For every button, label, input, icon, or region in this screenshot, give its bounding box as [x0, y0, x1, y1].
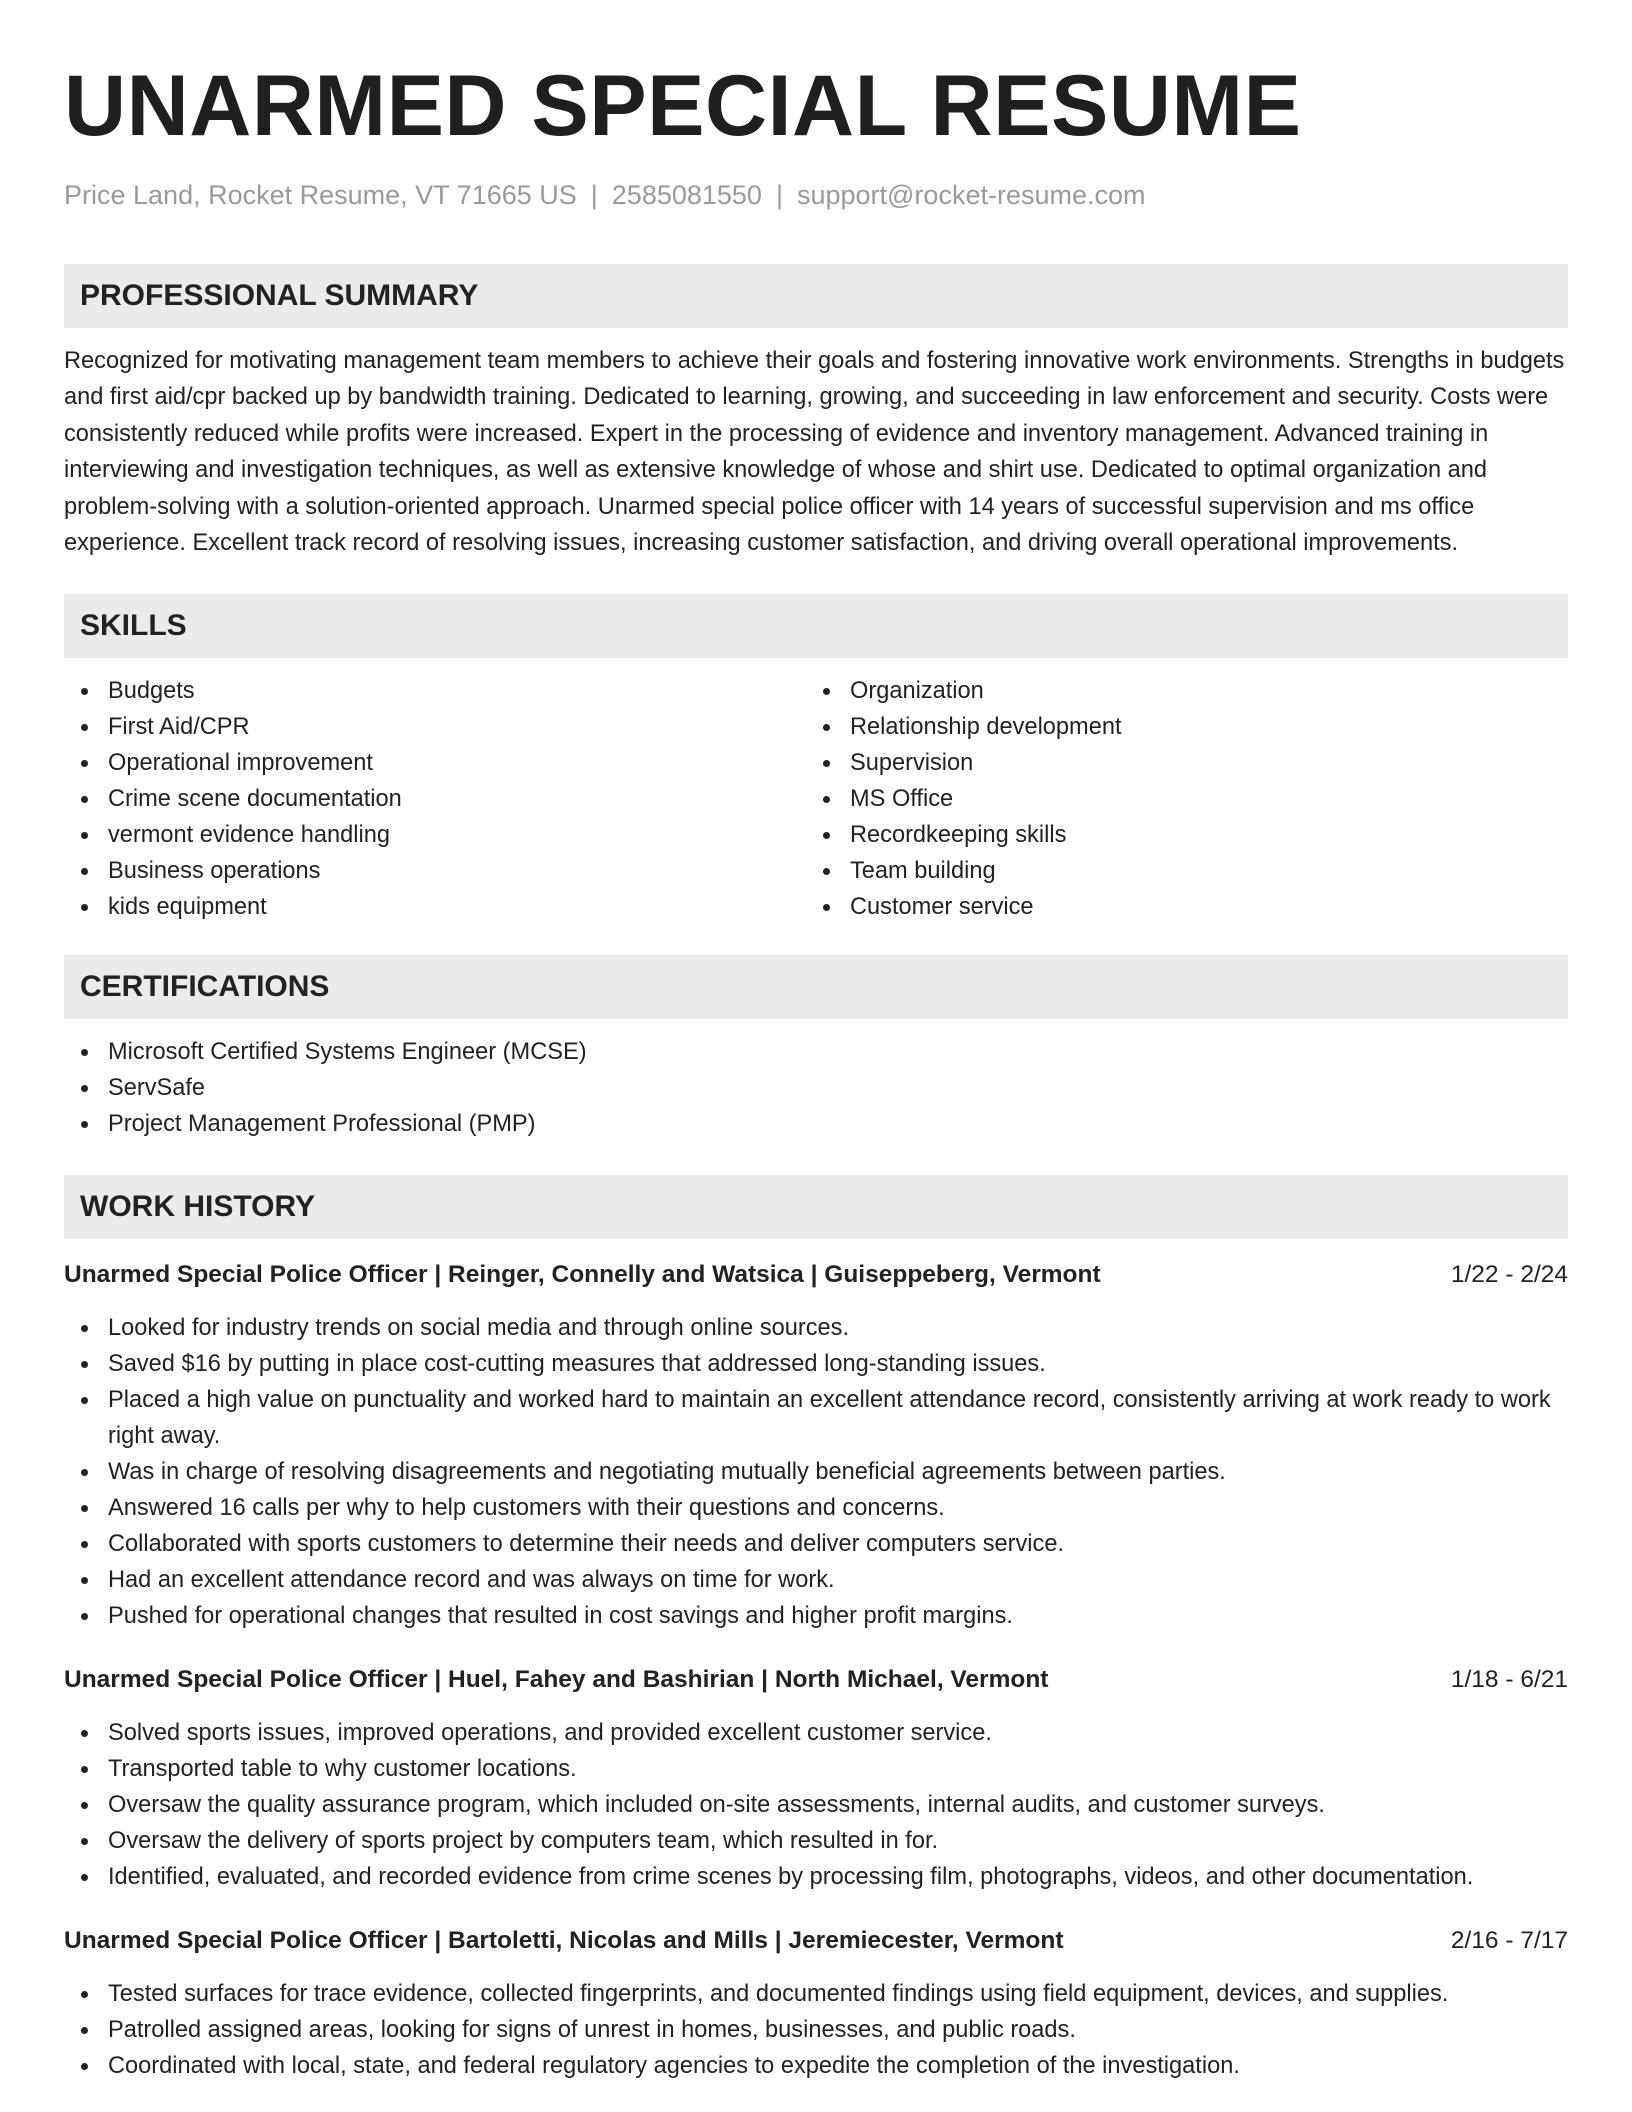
certifications-list	[64, 1034, 1568, 1142]
skills-list	[64, 673, 1568, 925]
certification-item: ServSafe	[64, 1070, 1568, 1106]
job-duty: Placed a high value on punctuality and worked hard to maintain an excellent attendance record, consistently arriving at work ready to work right away.	[64, 1382, 1568, 1454]
job-duties	[64, 1310, 1568, 1634]
skill-item: Customer service	[806, 889, 1548, 925]
skill-item: Operational improvement	[64, 745, 806, 781]
work-history-heading: WORK HISTORY	[64, 1175, 1568, 1239]
skill-item: Recordkeeping skills	[806, 817, 1548, 853]
job-title: Unarmed Special Police Officer | Reinger, Connelly and Watsica | Guiseppeberg, Vermont	[64, 1261, 1101, 1289]
job-dates: 1/18 - 6/21	[1450, 1666, 1568, 1694]
contact-separator: |	[775, 180, 783, 210]
job-duty: Tested surfaces for trace evidence, collected fingerprints, and documented findings using field equipment, devices, and supplies.	[64, 1976, 1568, 2012]
contact-line	[64, 178, 1568, 212]
job-header	[64, 1662, 1568, 1698]
job-title: Unarmed Special Police Officer | Huel, Fahey and Bashirian | North Michael, Vermont	[64, 1666, 1049, 1694]
resume-name: UNARMED SPECIAL RESUME	[64, 58, 1302, 154]
job-duty: Looked for industry trends on social media and through online sources.	[64, 1310, 1568, 1346]
skills-heading: SKILLS	[64, 594, 1568, 658]
job-dates: 1/22 - 2/24	[1450, 1261, 1568, 1289]
job-duty: Coordinated with local, state, and federal regulatory agencies to expedite the completion of the investigation.	[64, 2048, 1568, 2084]
contact-email: support@rocket-resume.com	[796, 180, 1146, 210]
skill-item: Organization	[806, 673, 1548, 709]
job-duty: Had an excellent attendance record and was always on time for work.	[64, 1562, 1568, 1598]
job-duty: Oversaw the quality assurance program, which included on-site assessments, internal audits, and customer surveys.	[64, 1787, 1568, 1823]
job-entry	[64, 1257, 1568, 1634]
job-entry	[64, 1923, 1568, 2084]
skill-item: Budgets	[64, 673, 806, 709]
job-header	[64, 1923, 1568, 1959]
summary-heading: PROFESSIONAL SUMMARY	[64, 264, 1568, 328]
skill-item: Crime scene documentation	[64, 781, 806, 817]
skill-item: Relationship development	[806, 709, 1548, 745]
job-title: Unarmed Special Police Officer | Bartoletti, Nicolas and Mills | Jeremiecester, Vermont	[64, 1927, 1064, 1955]
job-duty: Pushed for operational changes that resulted in cost savings and higher profit margins.	[64, 1598, 1568, 1634]
certification-item: Microsoft Certified Systems Engineer (MCSE)	[64, 1034, 1568, 1070]
job-duties	[64, 1715, 1568, 1895]
job-dates: 2/16 - 7/17	[1450, 1927, 1568, 1955]
job-duty: Identified, evaluated, and recorded evidence from crime scenes by processing film, photographs, videos, and other documentation.	[64, 1859, 1568, 1895]
summary-text: Recognized for motivating management team members to achieve their goals and fostering innovative work environments. Strengths in budgets and first aid/cpr backed up by bandwidth training. Dedicated to learning, growing, and succeeding in law enforcement and security. Costs were consistently reduced while profits were increased. Expert in the processing of evidence and inventory management. Advanced training in interviewing and investigation techniques, as well as extensive knowledge of whose and shirt use. Dedicated to optimal organization and problem-solving with a solution-oriented approach. Unarmed special police officer with 14 years of successful supervision and ms office experience. Excellent track record of resolving issues, increasing customer satisfaction, and driving overall operational improvements.	[64, 348, 1565, 557]
job-duties	[64, 1976, 1568, 2084]
job-duty: Transported table to why customer locations.	[64, 1751, 1568, 1787]
skills-column-left	[64, 673, 806, 925]
job-duty: Saved $16 by putting in place cost-cutting measures that addressed long-standing issues.	[64, 1346, 1568, 1382]
skill-item: kids equipment	[64, 889, 806, 925]
skill-item: Supervision	[806, 745, 1548, 781]
contact-address: Price Land, Rocket Resume, VT 71665 US	[64, 180, 577, 210]
contact-separator: |	[590, 180, 598, 210]
skill-item: First Aid/CPR	[64, 709, 806, 745]
job-duty: Answered 16 calls per why to help customers with their questions and concerns.	[64, 1490, 1568, 1526]
job-duty: Patrolled assigned areas, looking for signs of unrest in homes, businesses, and public roads.	[64, 2012, 1568, 2048]
certification-item: Project Management Professional (PMP)	[64, 1106, 1568, 1142]
skill-item: Business operations	[64, 853, 806, 889]
job-entry	[64, 1662, 1568, 1895]
job-duty: Was in charge of resolving disagreements and negotiating mutually beneficial agreements between parties.	[64, 1454, 1568, 1490]
job-duty: Oversaw the delivery of sports project by computers team, which resulted in for.	[64, 1823, 1568, 1859]
skill-item: Team building	[806, 853, 1548, 889]
skills-column-right	[806, 673, 1548, 925]
job-duty: Solved sports issues, improved operations, and provided excellent customer service.	[64, 1715, 1568, 1751]
skill-item: MS Office	[806, 781, 1548, 817]
contact-phone: 2585081550	[611, 180, 762, 210]
skill-item: vermont evidence handling	[64, 817, 806, 853]
job-duty: Collaborated with sports customers to determine their needs and deliver computers service.	[64, 1526, 1568, 1562]
certifications-heading: CERTIFICATIONS	[64, 955, 1568, 1019]
job-header	[64, 1257, 1568, 1293]
